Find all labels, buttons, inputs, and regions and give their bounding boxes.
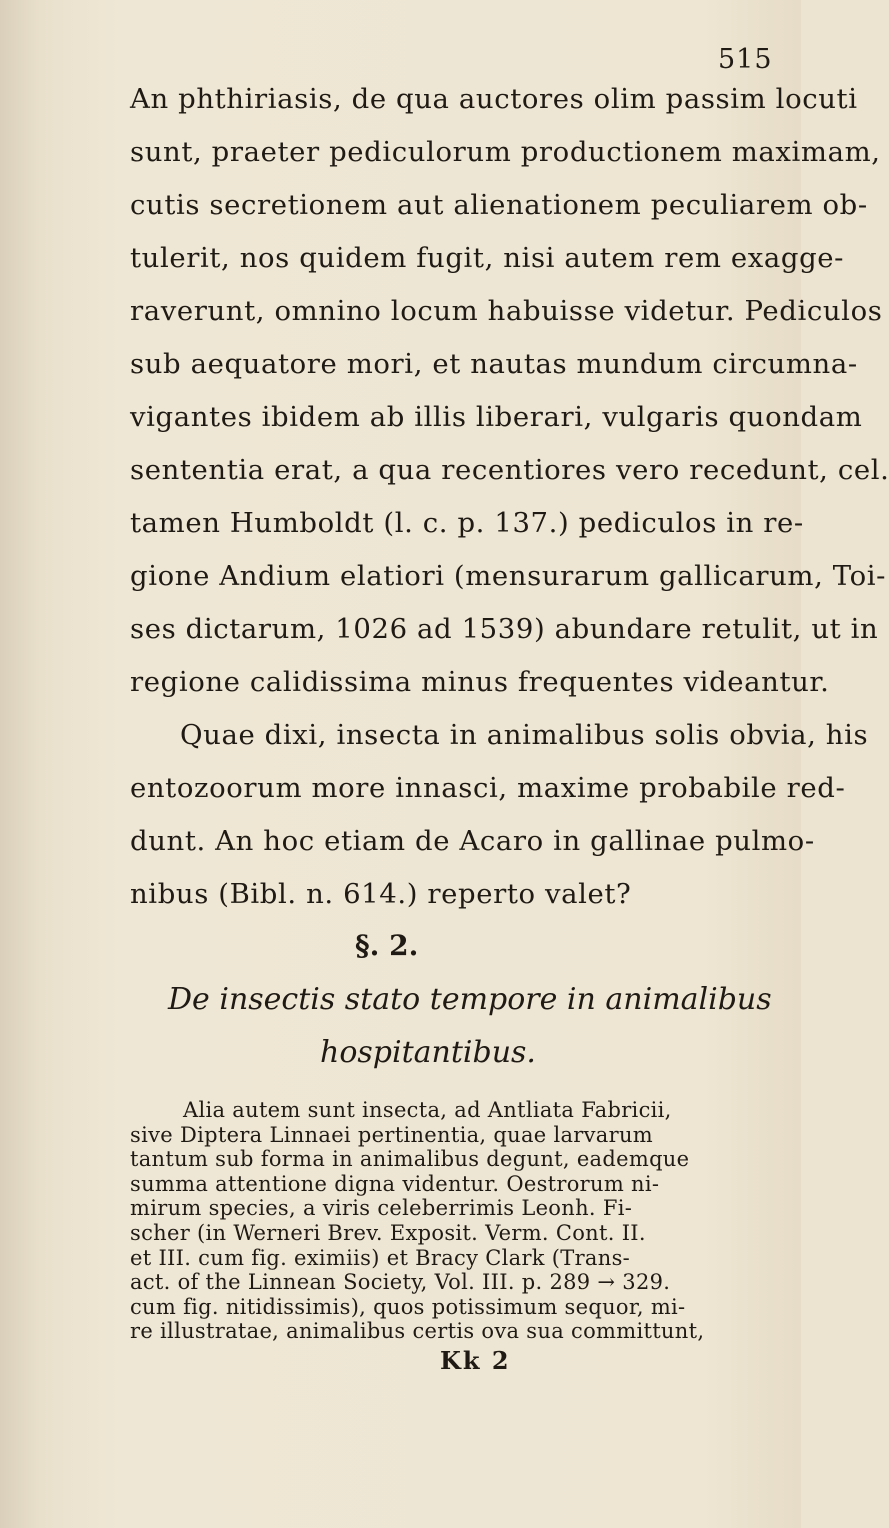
text-line: ses dictarum, 1026 ad 1539) abundare retulit, ut in <box>130 613 879 645</box>
text-line: sententia erat, a qua recentiores vero recedunt, cel. <box>130 454 889 486</box>
text-line: gione Andium elatiori (mensurarum gallicarum, Toi- <box>130 560 887 592</box>
text-line: re illustratae, animalibus certis ova sua committunt, <box>130 1319 705 1344</box>
text-line: nibus (Bibl. n. 614.) reperto valet? <box>130 878 632 910</box>
text-line: mirum species, a viris celeberrimis Leonh. Fi- <box>130 1196 633 1221</box>
signature-mark: Kk 2 <box>440 1346 511 1375</box>
text-line: An phthiriasis, de qua auctores olim passim locuti <box>130 83 858 115</box>
section-heading-line-1: De insectis stato tempore in animalibus <box>168 982 772 1017</box>
text-line: entozoorum more innasci, maxime probabile red- <box>130 772 846 804</box>
text-line: regione calidissima minus frequentes videantur. <box>130 666 830 698</box>
text-line: tulerit, nos quidem fugit, nisi autem rem exagge- <box>130 242 845 274</box>
section-mark: §. 2. <box>355 929 419 962</box>
text-line: Alia autem sunt insecta, ad Antliata Fabricii, <box>183 1098 672 1122</box>
text-line: scher (in Werneri Brev. Exposit. Verm. Cont. II. <box>130 1221 646 1245</box>
text-line: cum fig. nitidissimis), quos potissimum sequor, mi- <box>130 1294 686 1319</box>
text-line: et III. cum fig. eximiis) et Bracy Clark (Trans- <box>130 1245 631 1270</box>
text-line: sub aequatore mori, et nautas mundum circumna- <box>130 348 858 380</box>
text-line: sive Diptera Linnaei pertinentia, quae larvarum <box>130 1122 654 1147</box>
text-line: sunt, praeter pediculorum productionem maximam, <box>130 136 881 168</box>
section-heading-line-2: hospitantibus. <box>320 1035 536 1070</box>
text-line: vigantes ibidem ab illis liberari, vulgaris quondam <box>130 401 863 433</box>
text-line: cutis secretionem aut alienationem peculiarem ob- <box>130 189 868 221</box>
text-line: tamen Humboldt (l. c. p. 137.) pediculos in re- <box>130 507 804 539</box>
page-number: 515 <box>718 44 773 75</box>
text-line: tantum sub forma in animalibus degunt, eademque <box>130 1147 690 1172</box>
text-line: Quae dixi, insecta in animalibus solis obvia, his <box>180 719 869 751</box>
text-line: raverunt, omnino locum habuisse videtur. Pediculos <box>130 295 883 327</box>
text-line: dunt. An hoc etiam de Acaro in gallinae pulmo- <box>130 825 815 857</box>
text-line: summa attentione digna videntur. Oestrorum ni- <box>130 1171 660 1196</box>
text-line: act. of the Linnean Society, Vol. III. p. 289 → 329. <box>130 1270 671 1295</box>
